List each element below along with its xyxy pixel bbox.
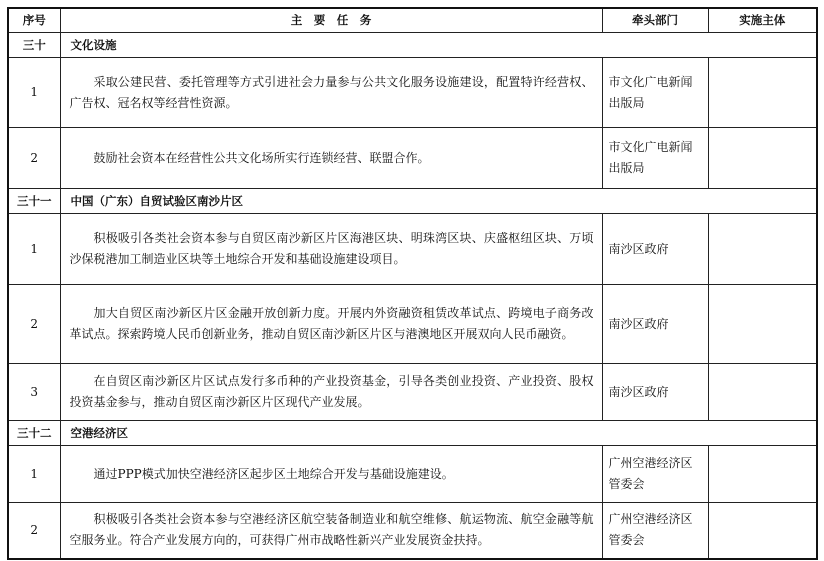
table-header-row bbox=[8, 8, 817, 33]
task-table bbox=[7, 7, 818, 560]
section-row bbox=[8, 33, 817, 58]
section-row bbox=[8, 421, 817, 446]
row-task bbox=[60, 285, 602, 364]
row-task bbox=[60, 364, 602, 421]
section-num: 三十二 bbox=[8, 421, 60, 446]
row-task-text: 在自贸区南沙新区片区试点发行多币种的产业投资基金，引导各类创业投资、产业投资、股权投资基金参与，推动自贸区南沙新区片区现代产业发展。 bbox=[69, 374, 594, 409]
row-task-text: 积极吸引各类社会资本参与自贸区南沙新区片区海港区块、明珠湾区块、庆盛枢纽区块、万顷沙保税港加工制造业区块等土地综合开发和基础设施建设项目。 bbox=[69, 231, 594, 266]
row-num: 1 bbox=[8, 214, 60, 285]
row-task bbox=[60, 128, 602, 189]
row-task bbox=[60, 503, 602, 559]
header-entity: 实施主体 bbox=[708, 8, 817, 33]
row-num: 1 bbox=[8, 58, 60, 128]
row-task bbox=[60, 446, 602, 503]
header-task: 主 要 任 务 bbox=[60, 8, 602, 33]
section-num: 三十一 bbox=[8, 189, 60, 214]
row-dept: 广州空港经济区管委会 bbox=[602, 446, 708, 503]
row-num: 2 bbox=[8, 503, 60, 559]
section-title: 中国（广东）自贸试验区南沙片区 bbox=[60, 189, 817, 214]
row-task-text: 加大自贸区南沙新区片区金融开放创新力度。开展内外资融资租赁改革试点、跨境电子商务改革试点。探索跨境人民币创新业务，推动自贸区南沙新区片区与港澳地区开展双向人民币融资。 bbox=[69, 306, 594, 341]
row-num: 2 bbox=[8, 285, 60, 364]
row-entity bbox=[708, 285, 817, 364]
table-row bbox=[8, 128, 817, 189]
row-entity bbox=[708, 364, 817, 421]
table-row bbox=[8, 364, 817, 421]
row-task bbox=[60, 214, 602, 285]
table-row bbox=[8, 285, 817, 364]
row-dept: 南沙区政府 bbox=[602, 285, 708, 364]
section-title: 空港经济区 bbox=[60, 421, 817, 446]
row-task bbox=[60, 58, 602, 128]
table-row bbox=[8, 214, 817, 285]
header-num: 序号 bbox=[8, 8, 60, 33]
section-title: 文化设施 bbox=[60, 33, 817, 58]
row-dept: 南沙区政府 bbox=[602, 364, 708, 421]
row-entity bbox=[708, 128, 817, 189]
table-row bbox=[8, 503, 817, 559]
row-task-text: 采取公建民营、委托管理等方式引进社会力量参与公共文化服务设施建设，配置特许经营权、广告权、冠名权等经营性资源。 bbox=[69, 74, 594, 110]
row-entity bbox=[708, 503, 817, 559]
row-entity bbox=[708, 446, 817, 503]
row-task-text: 积极吸引各类社会资本参与空港经济区航空装备制造业和航空维修、航运物流、航空金融等航空服务业。符合产业发展方向的，可获得广州市战略性新兴产业发展资金扶持。 bbox=[69, 512, 594, 548]
table-row bbox=[8, 446, 817, 503]
row-num: 2 bbox=[8, 128, 60, 189]
document-page bbox=[7, 7, 816, 560]
section-row bbox=[8, 189, 817, 214]
row-dept: 南沙区政府 bbox=[602, 214, 708, 285]
row-num: 1 bbox=[8, 446, 60, 503]
table-row bbox=[8, 58, 817, 128]
row-dept: 广州空港经济区管委会 bbox=[602, 503, 708, 559]
section-num: 三十 bbox=[8, 33, 60, 58]
row-dept: 市文化广电新闻出版局 bbox=[602, 128, 708, 189]
row-dept: 市文化广电新闻出版局 bbox=[602, 58, 708, 128]
row-entity bbox=[708, 214, 817, 285]
row-entity bbox=[708, 58, 817, 128]
row-task-text: 通过PPP模式加快空港经济区起步区土地综合开发与基础设施建设。 bbox=[93, 466, 454, 481]
header-dept: 牵头部门 bbox=[602, 8, 708, 33]
row-task-text: 鼓励社会资本在经营性公共文化场所实行连锁经营、联盟合作。 bbox=[93, 150, 430, 165]
row-num: 3 bbox=[8, 364, 60, 421]
